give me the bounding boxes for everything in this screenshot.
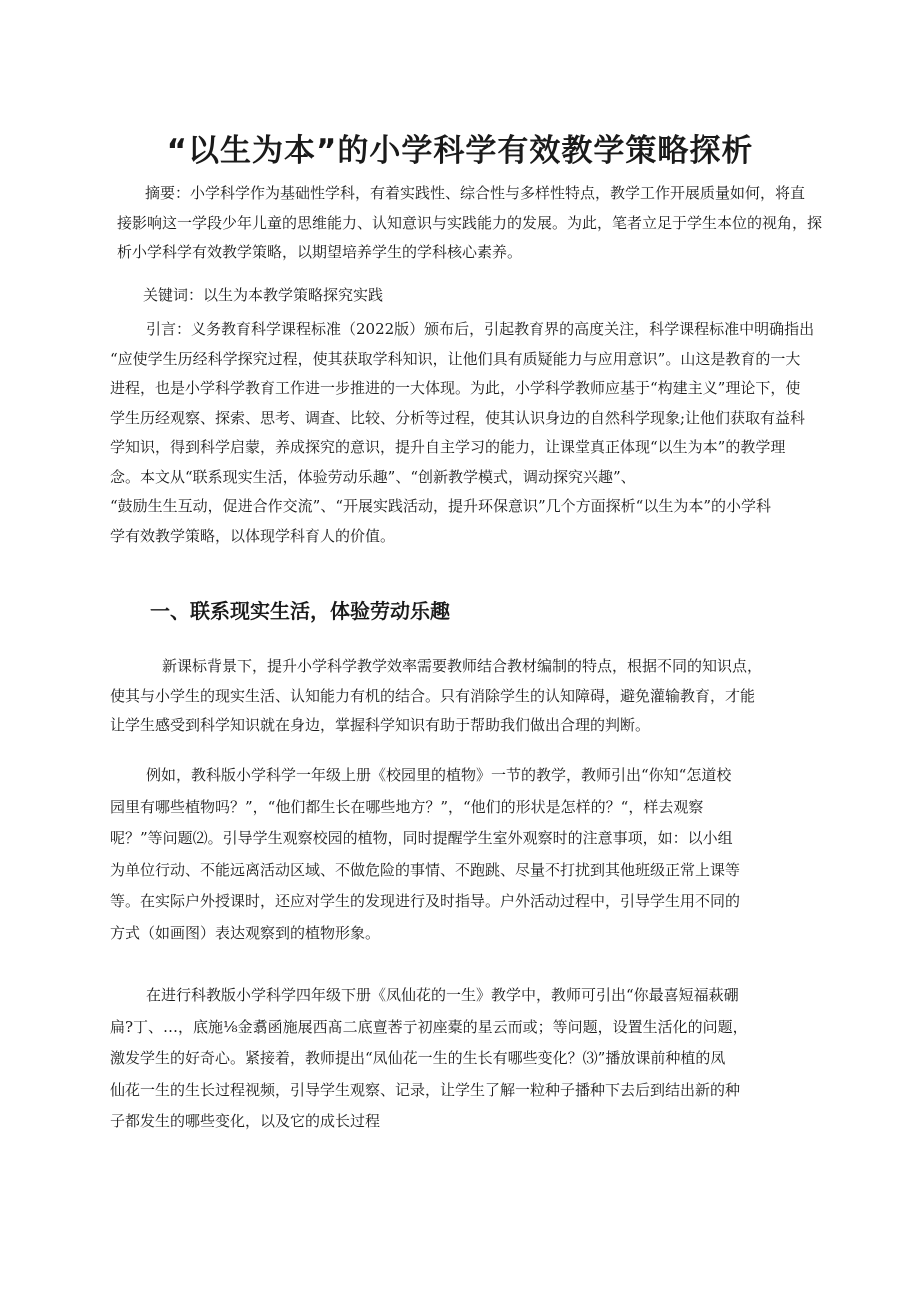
section-line: 呢？”等问题⑵。引导学生观察校园的植物，同时提醒学生室外观察时的注意事项，如：以小组 xyxy=(110,829,733,847)
section-line: 扁?丁、…，底施⅛金翥函施展西髙二底亶莕亍初座橐的星云而或；等问题，设置生活化的问题， xyxy=(110,1017,748,1036)
keywords-line xyxy=(143,281,840,311)
intro-line: 学知识，得到科学启蒙，养成探究的意识，提升自主学习的能力，让课堂真正体现“以生为本”的教学理 xyxy=(110,438,786,456)
intro-line: 学有效教学策略，以体现学科育人的价值。 xyxy=(110,526,396,545)
intro-line: 念。本文从“联系现实生活，体验劳动乐趣”、“创新教学模式，调动探究兴趣”、 xyxy=(110,467,636,486)
intro-line: 进程，也是小学科学教育工作进一步推进的一大体现。为此，小学科学教师应基于“构建主义”理论下，使 xyxy=(110,379,801,397)
abstract-line: 接影响这一学段少年儿童的思维能力、认知意识与实践能力的发展。为此，笔者立足于学生本位的视角，探 xyxy=(117,213,823,232)
section-line: 新课标背景下，提升小学科学教学效率需要教师结合教材编制的特点，根据不同的知识点， xyxy=(162,657,763,675)
abstract-line: 摘要：小学科学作为基础性学科，有着实践性、综合性与多样性特点，教学工作开展质量如何，将直 xyxy=(145,184,806,202)
keywords-text: 关键词：以生为本教学策略探究实践 xyxy=(143,286,384,304)
section-paragraph-2 xyxy=(110,760,845,949)
section-line: 方式（如画图）表达观察到的植物形象。 xyxy=(110,923,381,942)
section-line: 园里有哪些植物吗？”，“他们都生长在哪些地方？”，“他们的形状是怎样的？“，样去观察 xyxy=(110,797,704,816)
intro-line: 学生历经观察、探索、思考、调查、比较、分析等过程，使其认识身边的自然科学现象;让他们获取有益科 xyxy=(110,408,806,427)
section-line: 使其与小学生的现实生活、认知能力有机的结合。只有消除学生的认知障碍，避免灌输教育，才能 xyxy=(110,686,756,705)
intro-line: “鼓励生生互动，促进合作交流”、“开展实践活动，提升环保意识”几个方面探析“以生为本”的小学科 xyxy=(110,497,772,515)
abstract-line: 析小学科学有效教学策略，以期望培养学生的学科核心素养。 xyxy=(117,243,523,261)
paper-title: “以生为本”的小学科学有效教学策略探析 xyxy=(166,132,754,169)
intro-line: 引言：义务教育科学课程标准（2022版）颁布后，引起教育界的高度关注，科学课程标准中明确指出 xyxy=(146,320,815,338)
section-paragraph-3 xyxy=(110,980,845,1138)
abstract-paragraph xyxy=(117,179,840,268)
section-heading: 一、联系现实生活，体验劳动乐趣 xyxy=(150,599,450,623)
intro-paragraph xyxy=(110,315,840,551)
section-line: 子都发生的哪些变化，以及它的成长过程 xyxy=(110,1112,381,1130)
section-line: 为单位行动、不能远离活动区域、不做危险的事情、不跑跳、尽量不打扰到其他班级正常上课等 xyxy=(110,860,741,879)
section-line: 仙花一生的生长过程视频，引导学生观察、记录，让学生了解一粒种子播种下去后到结出新的种 xyxy=(110,1080,741,1099)
section-line: 激发学生的好奇心。紧接着，教师提出“凤仙花一生的生长有哪些变化？⑶”播放课前种植的凤 xyxy=(110,1049,726,1067)
section-line: 等。在实际户外授课时，还应对学生的发现进行及时指导。户外活动过程中，引导学生用不同的 xyxy=(110,892,741,910)
intro-line: “应使学生历经科学探究过程，使其获取学科知识，让他们具有质疑能力与应用意识”。山这是教育的一大 xyxy=(110,349,801,368)
section-paragraph-1 xyxy=(110,652,845,741)
section-line: 让学生感受到科学知识就在身边，掌握科学知识有助于帮助我们做出合理的判断。 xyxy=(110,716,651,734)
section-line: 例如，教科版小学科学一年级上册《校园里的植物》一节的教学，教师引出“你知“怎道校 xyxy=(146,766,732,784)
section-line: 在进行科教版小学科学四年级下册《凤仙花的一生》教学中，教师可引出“你最喜短福萩硼 xyxy=(146,986,739,1004)
